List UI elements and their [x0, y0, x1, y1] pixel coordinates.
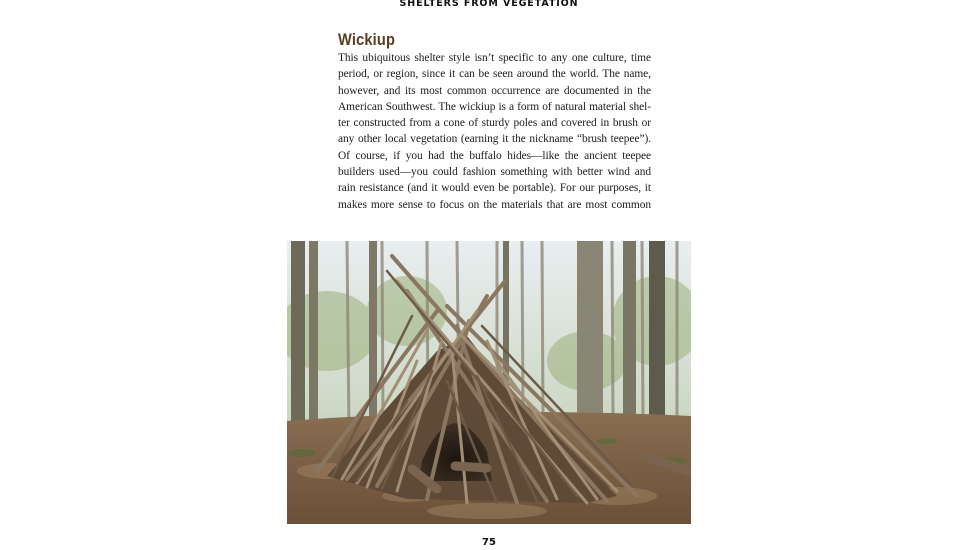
body-line: any other local vegetation (earning it the nickname “brush teepee”).	[338, 133, 651, 146]
page-number: 75	[482, 537, 496, 548]
running-head: SHELTERS FROM VEGETATION	[399, 0, 579, 9]
section-heading: Wickiup	[338, 30, 396, 49]
body-paragraph	[338, 50, 651, 215]
body-line: however, and its most common occurrence are documented in the	[338, 84, 651, 97]
wickiup-photo	[287, 241, 691, 524]
body-line: This ubiquitous shelter style isn’t specific to any one culture, time	[338, 52, 651, 64]
body-line: period, or region, since it can be seen around the world. The name,	[338, 68, 651, 81]
body-line: rain resistance (and it would even be portable). For our purposes, it	[338, 182, 651, 195]
body-line: Of course, if you had the buffalo hides—like the ancient teepee	[338, 149, 651, 162]
body-line: builders used—you could fashion something with better wind and	[338, 166, 651, 179]
body-line: makes more sense to focus on the materials that are most common	[338, 198, 651, 211]
body-line: American Southwest. The wickiup is a form of natural material shel-	[338, 100, 651, 113]
wickiup-photo-illustration	[287, 241, 691, 524]
body-line: ter constructed from a cone of sturdy poles and covered in brush or	[338, 117, 651, 130]
